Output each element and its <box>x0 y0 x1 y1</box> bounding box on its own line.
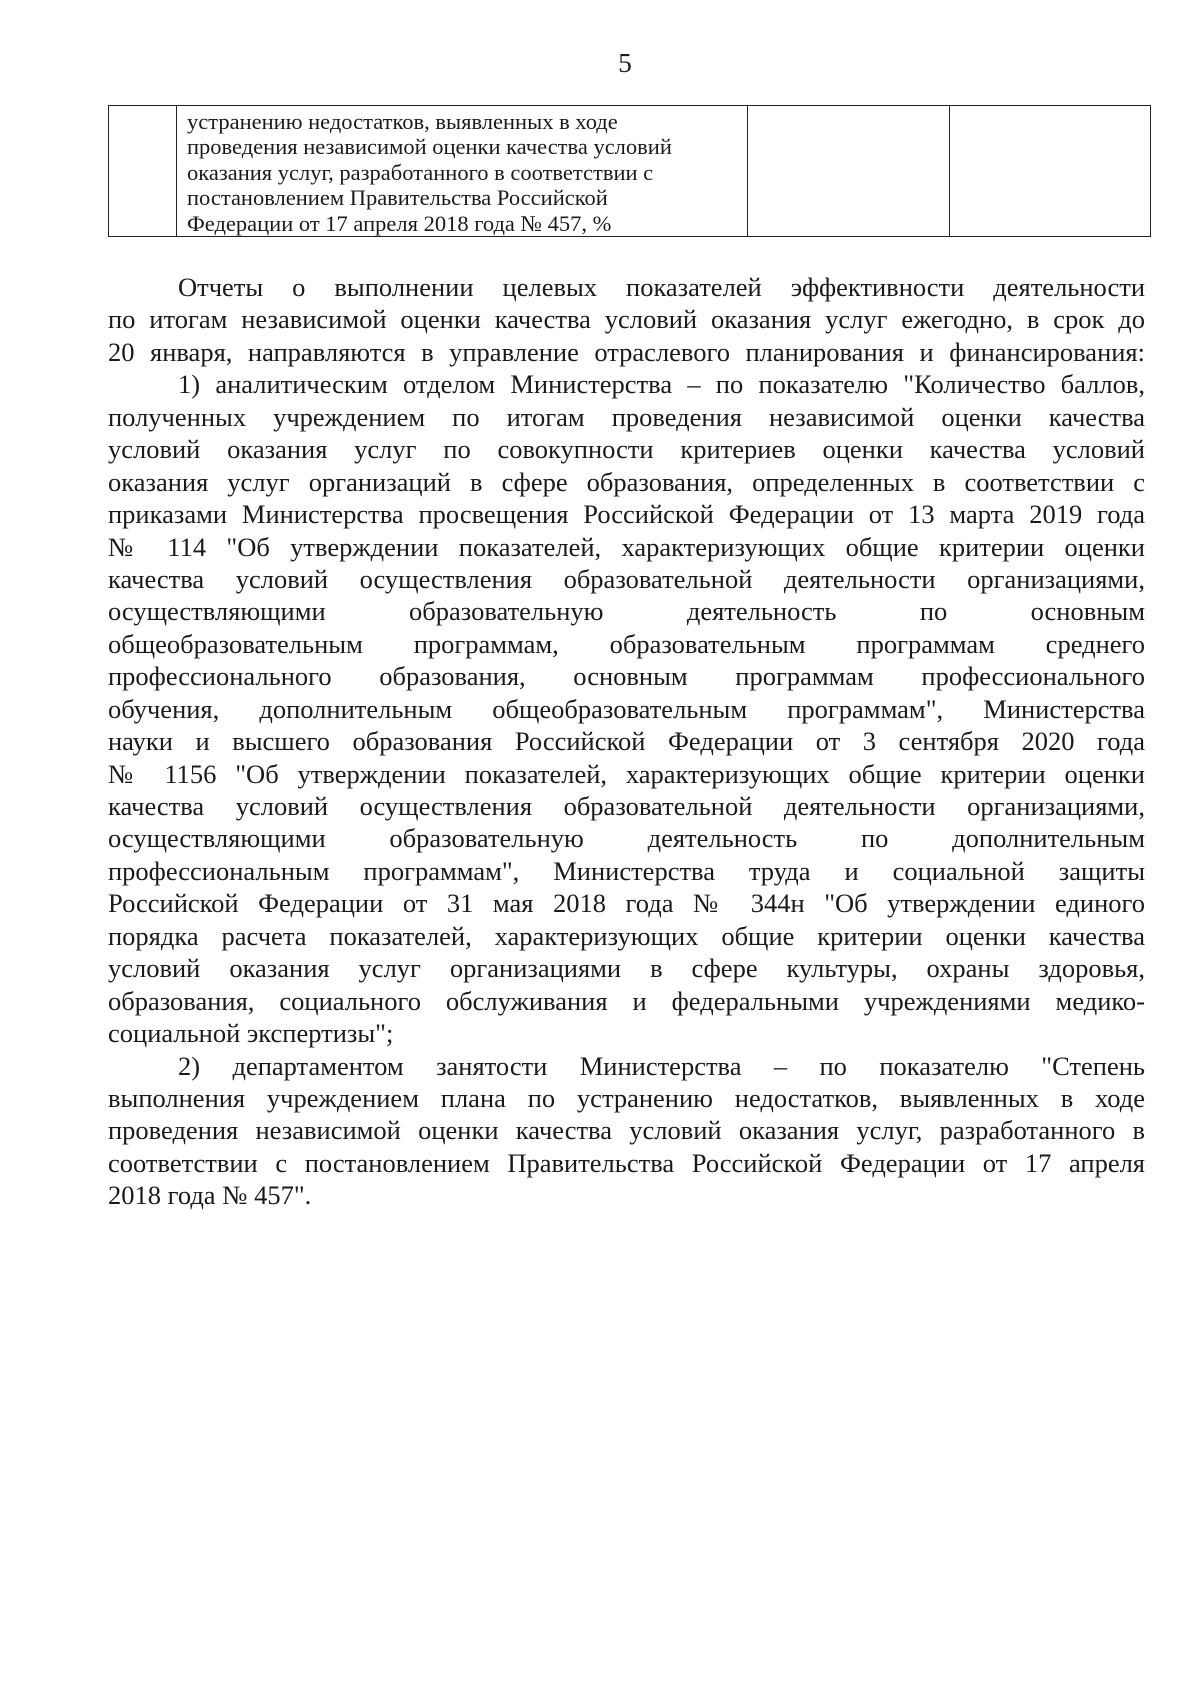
text-line: социальной экспертизы"; <box>108 1018 394 1049</box>
text-line: проведения независимой оценки качества условий оказания услуг, разработанного в <box>108 1115 1145 1146</box>
text-line: Отчеты о выполнении целевых показателей эффективности деятельности <box>178 272 1145 302</box>
text-line: условий оказания услуг по совокупности критериев оценки качества условий <box>108 434 1145 465</box>
text-line: выполнения учреждением плана по устранению недостатков, выявленных в ходе <box>108 1082 1145 1113</box>
indicator-text <box>177 106 747 236</box>
table-cell-number <box>109 106 177 237</box>
text-line: Российской Федерации от 31 мая 2018 года № 344н "Об утверждении единого <box>108 888 1145 919</box>
paragraph-item-1 <box>108 368 1145 1049</box>
text-line: соответствии с постановлением Правительства Российской Федерации от 17 апреля <box>108 1147 1145 1178</box>
page-number: 5 <box>618 48 632 78</box>
text-line: порядка расчета показателей, характеризующих общие критерии оценки качества <box>108 920 1145 951</box>
indicator-line: Федерации от 17 апреля 2018 года № 457, % <box>187 210 612 236</box>
table-cell-indicator <box>177 106 748 237</box>
text-line: качества условий осуществления образовательной деятельности организациями, <box>108 563 1145 594</box>
text-line: осуществляющими образовательную деятельность по основным <box>108 596 1145 627</box>
text-line: полученных учреждением по итогам проведения независимой оценки качества <box>108 401 1145 432</box>
text-line: образования, социального обслуживания и федеральными учреждениями медико- <box>108 985 1145 1016</box>
indicator-line: постановлением Правительства Российской <box>187 185 608 211</box>
text-line: обучения, дополнительным общеобразовательным программам", Министерства <box>108 693 1145 724</box>
text-line: 2) департаментом занятости Министерства – по показателю "Степень <box>178 1050 1145 1081</box>
text-line: 1) аналитическим отделом Министерства – по показателю "Количество баллов, <box>178 369 1145 400</box>
continuation-table <box>108 105 1151 237</box>
indicator-line: оказания услуг, разработанного в соответствии с <box>187 159 654 185</box>
text-line: 20 января, направляются в управление отраслевого планирования и финансирования: <box>108 336 1145 367</box>
text-line: общеобразовательным программам, образовательным программам среднего <box>108 628 1145 659</box>
text-line: 2018 года № 457". <box>108 1180 312 1211</box>
indicator-line: устранению недостатков, выявленных в ходе <box>187 109 618 134</box>
text-line: осуществляющими образовательную деятельность по дополнительным <box>108 823 1145 854</box>
text-line: № 1156 "Об утверждении показателей, характеризующих общие критерии оценки <box>108 758 1145 789</box>
text-line: условий оказания услуг организациями в сфере культуры, охраны здоровья, <box>108 953 1145 984</box>
table-cell-value <box>748 106 950 237</box>
indicator-line: проведения независимой оценки качества условий <box>187 134 672 160</box>
table-cell-value <box>950 106 1151 237</box>
text-line: по итогам независимой оценки качества условий оказания услуг ежегодно, в срок до <box>108 304 1145 335</box>
text-line: № 114 "Об утверждении показателей, характеризующих общие критерии оценки <box>108 531 1145 562</box>
text-line: профессиональным программам", Министерства труда и социальной защиты <box>108 855 1145 886</box>
text-line: оказания услуг организаций в сфере образования, определенных в соответствии с <box>108 466 1145 497</box>
text-line: качества условий осуществления образовательной деятельности организациями, <box>108 791 1145 821</box>
table-row <box>109 106 1151 237</box>
text-line: профессионального образования, основным программам профессионального <box>108 661 1145 692</box>
text-line: приказами Министерства просвещения Российской Федерации от 13 марта 2019 года <box>108 499 1145 530</box>
paragraph-reports <box>108 271 1145 368</box>
text-line: науки и высшего образования Российской Федерации от 3 сентября 2020 года <box>108 726 1145 757</box>
body-text <box>108 271 1145 1212</box>
paragraph-item-2 <box>108 1050 1145 1212</box>
